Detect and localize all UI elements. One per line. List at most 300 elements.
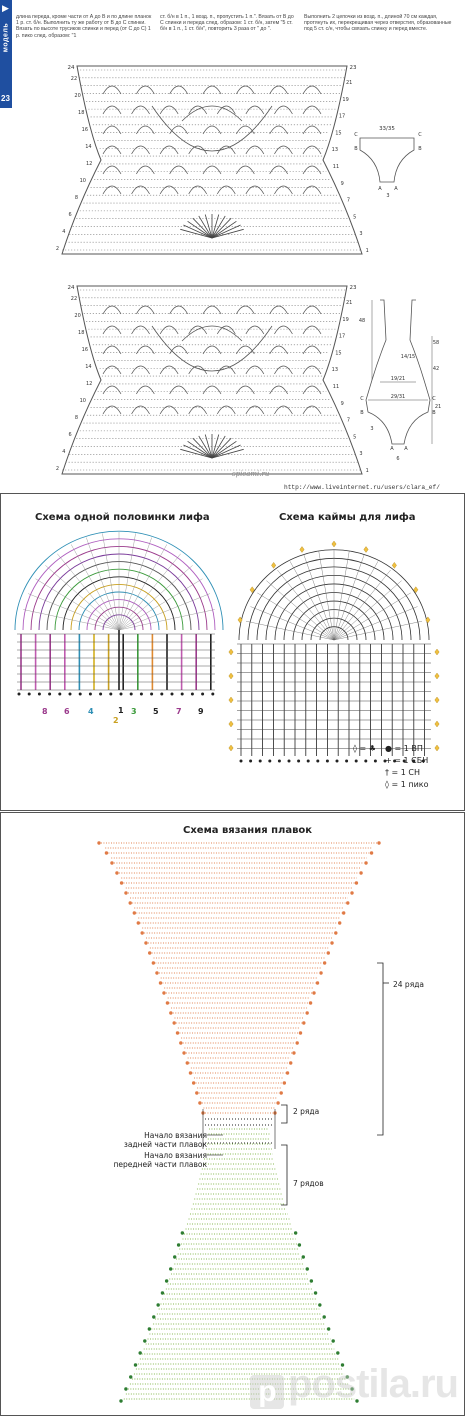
back-edge-dot xyxy=(338,921,341,924)
rows-7-label: 7 рядов xyxy=(293,1179,324,1188)
row-number: 17 xyxy=(338,113,346,120)
postila-watermark xyxy=(250,1362,458,1409)
back-edge-dot xyxy=(302,1021,305,1024)
lace-arch xyxy=(132,366,150,374)
legend-item xyxy=(385,780,429,789)
front-edge-dot xyxy=(165,1279,168,1282)
back-edge-dot xyxy=(359,871,362,874)
chain-dot xyxy=(288,760,291,763)
front-edge-dot xyxy=(143,1339,146,1342)
fan-spoke xyxy=(35,579,119,630)
back-edge-dot xyxy=(189,1071,192,1074)
picot-mark xyxy=(229,697,233,703)
size-label: 33/35 xyxy=(379,126,395,132)
back-edge-dot xyxy=(330,941,333,944)
heart-arch xyxy=(182,106,242,121)
back-edge-dot xyxy=(309,1001,312,1004)
bracket-2-rows xyxy=(281,1105,287,1123)
back-edge-dot xyxy=(346,901,349,904)
lace-charts-svg xyxy=(0,0,465,492)
back-edge-dot xyxy=(327,951,330,954)
chain-dot xyxy=(109,693,112,696)
point-label: C xyxy=(360,396,364,402)
back-edge-dot xyxy=(159,981,162,984)
chain-dot xyxy=(18,693,21,696)
back-edge-dot xyxy=(110,861,113,864)
back-start-label xyxy=(119,1131,207,1149)
point-label: A xyxy=(390,446,394,452)
back-edge-dot xyxy=(299,1031,302,1034)
row-number: 22 xyxy=(70,76,78,82)
back-edge-dot xyxy=(195,1091,198,1094)
briefs-title: Схема вязания плавок xyxy=(183,825,313,836)
chain-dot xyxy=(364,760,367,763)
lace-arch xyxy=(170,306,188,314)
point-label: B xyxy=(418,146,422,152)
lace-chart-top xyxy=(56,65,369,254)
postila-logo-icon: p xyxy=(250,1375,284,1409)
lace-arch xyxy=(270,86,288,94)
lace-arch xyxy=(203,86,221,94)
front-edge-dot xyxy=(310,1279,313,1282)
lace-arch xyxy=(303,326,321,334)
row-number: 3 xyxy=(359,231,363,238)
fan-spoke xyxy=(119,565,193,630)
chain-dot xyxy=(38,693,41,696)
lace-arch xyxy=(132,326,150,334)
edging-spoke xyxy=(266,581,334,640)
dimension-label: 6 xyxy=(396,456,400,462)
chain-dot xyxy=(278,760,281,763)
lace-arch xyxy=(246,366,264,374)
instruction-text-2: ст. б/н в 1 п., 1 возд. п., пропустить 1 п.". Вязать от В до С спинки и переда след. образом: 1 ст. б/н, затем "5 ст. б/н в 1 п., 1 ст. б/н", повторить 3 раза от " до ". xyxy=(160,14,294,33)
front-edge-dot xyxy=(124,1387,127,1390)
lace-arch xyxy=(246,326,264,334)
lace-arch xyxy=(303,166,321,174)
row-number: 13 xyxy=(331,367,339,374)
lace-arch xyxy=(203,306,221,314)
row-number: 12 xyxy=(85,381,93,387)
row-number: 22 xyxy=(70,296,78,302)
edging-spoke xyxy=(334,581,402,640)
chain-dot xyxy=(140,693,143,696)
lace-arch xyxy=(236,386,254,394)
fan-stitch xyxy=(212,441,236,458)
chain-dot xyxy=(345,760,348,763)
lace-arch xyxy=(303,186,321,194)
front-edge-dot xyxy=(181,1231,184,1234)
watermark: spicami.ru xyxy=(232,470,270,478)
back-edge-dot xyxy=(286,1071,289,1074)
lace-arch xyxy=(189,186,207,194)
back-edge-dot xyxy=(152,961,155,964)
lace-arch xyxy=(160,366,178,374)
front-edge-dot xyxy=(323,1315,326,1318)
row-number: 10 xyxy=(79,178,86,184)
column-number-4: 4 xyxy=(88,707,94,716)
fan-stitch xyxy=(188,441,212,458)
back-edge-dot xyxy=(305,1011,308,1014)
lace-arch xyxy=(303,386,321,394)
back-edge-dot xyxy=(155,971,158,974)
lace-arch xyxy=(103,326,121,334)
back-edge-dot xyxy=(283,1081,286,1084)
column-number-2: 2 xyxy=(113,716,119,725)
row-number: 14 xyxy=(85,144,92,150)
chain-dot xyxy=(130,693,133,696)
postila-text: postila.ru xyxy=(287,1362,458,1406)
model-number: 23 xyxy=(1,94,10,103)
back-edge-dot xyxy=(355,881,358,884)
row-number: 20 xyxy=(74,313,81,319)
lace-arch xyxy=(274,106,292,114)
lace-arch xyxy=(303,146,321,154)
back-edge-dot xyxy=(186,1061,189,1064)
row-number: 20 xyxy=(74,93,81,99)
fan-spoke xyxy=(45,565,119,630)
back-edge-dot xyxy=(140,931,143,934)
fan-spoke xyxy=(119,554,181,630)
picot-mark xyxy=(300,546,304,552)
fan-stitch xyxy=(188,221,212,238)
row-number: 16 xyxy=(81,347,89,353)
front-edge-dot xyxy=(161,1291,164,1294)
legend-symbol: ◊ xyxy=(385,780,392,789)
chain-dot xyxy=(326,760,329,763)
picot-mark xyxy=(435,697,439,703)
row-number: 4 xyxy=(62,449,66,455)
row-number: 23 xyxy=(349,65,357,71)
point-label: A xyxy=(394,186,398,192)
lace-arch xyxy=(274,146,292,154)
chain-dot xyxy=(28,693,31,696)
lace-arch xyxy=(103,146,121,154)
front-edge-dot xyxy=(129,1375,132,1378)
dimension-label: 48 xyxy=(358,318,366,324)
point-label: C xyxy=(418,132,422,138)
lace-arch xyxy=(132,146,150,154)
point-label: B xyxy=(360,410,364,416)
back-edge-dot xyxy=(295,1041,298,1044)
back-edge-dot xyxy=(276,1101,279,1104)
back-edge-dot xyxy=(166,1001,169,1004)
back-edge-dot xyxy=(319,971,322,974)
legend-text: = 1 СН xyxy=(391,768,421,777)
row-number: 7 xyxy=(346,197,351,204)
row-number: 1 xyxy=(365,468,369,474)
row-number: 17 xyxy=(338,333,346,340)
back-edge-dot xyxy=(192,1081,195,1084)
chain-dot xyxy=(240,760,243,763)
briefs-panel xyxy=(0,812,465,1416)
back-edge-dot xyxy=(172,1021,175,1024)
chain-dot xyxy=(336,760,339,763)
point-label: B xyxy=(432,410,436,416)
legend-text: = 1 ВП xyxy=(394,744,423,753)
dimension-label: 3 xyxy=(370,426,374,432)
bracket-24-rows xyxy=(377,963,383,1135)
picot-mark xyxy=(229,721,233,727)
swimsuit-pattern-top xyxy=(354,126,422,199)
instruction-text-3: Выполнить 2 цепочки из возд. п., длиной 70 см каждая, протянуть их, перекрещивая через отверстия, образованные под 5 ст. с/н, чтобы связать спинку и перед вместе. xyxy=(304,14,452,33)
picot-mark xyxy=(271,562,275,568)
back-edge-dot xyxy=(198,1101,201,1104)
front-edge-dot xyxy=(156,1303,159,1306)
scan-panel xyxy=(0,0,465,492)
chain-dot xyxy=(249,760,252,763)
front-edge-dot xyxy=(134,1363,137,1366)
point-label: A xyxy=(404,446,408,452)
row-number: 1 xyxy=(365,248,369,254)
lace-arch xyxy=(136,126,154,134)
back-edge-dot xyxy=(312,991,315,994)
front-edge-dot xyxy=(306,1267,309,1270)
front-edge-dot xyxy=(152,1315,155,1318)
row-number: 23 xyxy=(349,285,357,291)
dimension-label: 21 xyxy=(434,404,442,410)
back-edge-dot xyxy=(148,951,151,954)
fan-spoke xyxy=(119,579,203,630)
back-edge-dot xyxy=(120,881,123,884)
fan-stitch xyxy=(212,221,236,238)
row-number: 2 xyxy=(55,466,60,472)
chain-dot xyxy=(79,693,82,696)
row-number: 18 xyxy=(78,110,85,116)
column-number-1: 1 xyxy=(118,706,124,715)
row-number: 16 xyxy=(81,127,89,133)
lace-arch xyxy=(236,86,254,94)
edging-spoke xyxy=(257,593,334,640)
legend-item xyxy=(385,768,420,777)
picot-mark xyxy=(364,546,368,552)
lace-arch xyxy=(303,306,321,314)
chain-dot xyxy=(307,760,310,763)
back-edge-dot xyxy=(169,1011,172,1014)
back-edge-dot xyxy=(144,941,147,944)
picot-mark xyxy=(229,649,233,655)
chain-dot xyxy=(48,693,51,696)
row-number: 14 xyxy=(85,364,92,370)
chain-dot xyxy=(201,693,204,696)
lace-arch xyxy=(274,366,292,374)
row-number: 15 xyxy=(335,130,342,137)
chain-dot xyxy=(120,693,123,696)
row-number: 9 xyxy=(340,400,344,407)
back-edge-dot xyxy=(182,1051,185,1054)
chain-dot xyxy=(89,693,92,696)
lace-arch xyxy=(203,386,221,394)
picot-mark xyxy=(229,745,233,751)
arrow-icon: ▶ xyxy=(2,3,9,13)
legend-symbol: + xyxy=(385,756,395,765)
lace-arch xyxy=(136,86,154,94)
back-edge-dot xyxy=(137,921,140,924)
lace-arch xyxy=(160,326,178,334)
back-edge-dot xyxy=(97,841,100,844)
picot-mark xyxy=(435,745,439,751)
chain-dot xyxy=(99,693,102,696)
column-number-5: 5 xyxy=(153,707,159,716)
chain-dot xyxy=(160,693,163,696)
front-edge-dot xyxy=(332,1339,335,1342)
front-edge-dot xyxy=(318,1303,321,1306)
front-edge-dot xyxy=(173,1255,176,1258)
back-edge-dot xyxy=(370,851,373,854)
row-number: 11 xyxy=(332,164,340,170)
point-label: B xyxy=(354,146,358,152)
picot-mark xyxy=(435,673,439,679)
lace-arch xyxy=(136,346,154,354)
front-edge-dot xyxy=(169,1267,172,1270)
chain-dot xyxy=(374,760,377,763)
chain-dot xyxy=(297,760,300,763)
column-number-3: 3 xyxy=(131,707,137,716)
back-edge-dot xyxy=(350,891,353,894)
row-brackets xyxy=(207,963,389,1205)
point-label: C xyxy=(354,132,358,138)
lace-arch xyxy=(246,146,264,154)
chain-dot xyxy=(150,693,153,696)
column-number-7: 7 xyxy=(176,707,182,716)
lace-arch xyxy=(170,386,188,394)
row-number: 10 xyxy=(79,398,86,404)
chain-dot xyxy=(259,760,262,763)
chain-dot xyxy=(58,693,61,696)
column-number-9: 9 xyxy=(198,707,204,716)
legend-text: = 1 СБН xyxy=(394,756,429,765)
legend-symbol: ● xyxy=(385,744,395,753)
chain-dot xyxy=(211,693,214,696)
picot-mark xyxy=(392,562,396,568)
back-edge-dot xyxy=(280,1091,283,1094)
back-start-line-2: задней части плавок xyxy=(123,1140,207,1149)
chain-dot xyxy=(268,760,271,763)
lace-arch xyxy=(189,406,207,414)
lace-arch xyxy=(103,306,121,314)
heart-arch xyxy=(182,326,242,341)
instruction-text-1: длина переда, кроме части от А до В и по длине планок 1 р. ст. б/н. Выполнить ту же работу от В до С спинки. Вязать по высоте трусиков спинки и перед (от С до С) 1 р. пико след. образом: "1 xyxy=(16,14,152,39)
row-number: 12 xyxy=(85,161,93,167)
dimension-label: 3 xyxy=(386,193,390,199)
point-label: A xyxy=(378,186,382,192)
swimsuit-outline xyxy=(366,300,430,444)
row-number: 9 xyxy=(340,180,344,187)
front-edge-dot xyxy=(138,1351,141,1354)
lace-arch xyxy=(132,186,150,194)
picot-mark xyxy=(435,649,439,655)
back-edge-dot xyxy=(316,981,319,984)
size-label: 19/21 xyxy=(390,376,406,382)
pineapple-outline xyxy=(152,326,272,371)
briefs-chart-svg xyxy=(1,813,465,1417)
swimsuit-pattern-bottom xyxy=(359,300,441,462)
back-edge-dot xyxy=(176,1031,179,1034)
lace-arch xyxy=(236,306,254,314)
back-edge-dot xyxy=(162,991,165,994)
bodice-half-chart xyxy=(15,531,223,695)
lace-arch xyxy=(303,86,321,94)
back-edge-dot xyxy=(133,911,136,914)
lace-arch xyxy=(236,166,254,174)
lace-arch xyxy=(103,386,121,394)
row-number: 5 xyxy=(353,434,357,441)
row-number: 8 xyxy=(74,415,79,421)
briefs-outline xyxy=(360,138,414,182)
lace-arch xyxy=(303,406,321,414)
front-edge-dot xyxy=(336,1351,339,1354)
lace-arch xyxy=(303,366,321,374)
row-number: 19 xyxy=(342,316,349,323)
legend-item xyxy=(385,744,423,753)
front-start-label xyxy=(113,1151,207,1169)
rows-24-label: 24 ряда xyxy=(393,980,424,989)
lace-arch xyxy=(170,86,188,94)
column-number-8: 8 xyxy=(42,707,48,716)
row-number: 6 xyxy=(68,432,72,438)
dimension-label: 58 xyxy=(432,340,440,346)
chain-dot xyxy=(191,693,194,696)
size-label: 29/31 xyxy=(390,394,406,400)
lace-arch xyxy=(270,166,288,174)
lace-arch xyxy=(103,86,121,94)
picot-mark xyxy=(229,673,233,679)
lace-arch xyxy=(170,166,188,174)
lace-arch xyxy=(136,166,154,174)
lace-chart-bottom xyxy=(56,285,369,474)
row-number: 24 xyxy=(67,65,75,71)
front-start-line-1: Начало вязания xyxy=(144,1151,207,1160)
back-edge-dot xyxy=(115,871,118,874)
row-number: 5 xyxy=(353,214,357,221)
row-number: 21 xyxy=(345,300,353,306)
chain-dot xyxy=(171,693,174,696)
lace-arch xyxy=(170,346,188,354)
front-edge-dot xyxy=(298,1243,301,1246)
front-edge-dot xyxy=(148,1327,151,1330)
front-edge-dot xyxy=(302,1255,305,1258)
chain-dot xyxy=(181,693,184,696)
row-number: 11 xyxy=(332,384,340,390)
lace-arch xyxy=(170,126,188,134)
size-label: 14/15 xyxy=(400,354,416,360)
back-edge-dot xyxy=(129,901,132,904)
front-edge-dot xyxy=(327,1327,330,1330)
back-edge-dot xyxy=(105,851,108,854)
front-edge-dot xyxy=(119,1399,122,1402)
column-number-6: 6 xyxy=(64,707,70,716)
row-number: 19 xyxy=(342,96,349,103)
sidebar-label: модель xyxy=(2,22,10,53)
dimension-label: 42 xyxy=(432,366,440,372)
row-number: 7 xyxy=(346,417,351,424)
lace-arch xyxy=(246,106,264,114)
lace-arch xyxy=(160,146,178,154)
legend-item xyxy=(385,756,428,765)
bodice-half-title: Схема одной половинки лифа xyxy=(35,512,210,523)
legend-text: = 1 пико xyxy=(391,780,429,789)
rows-2-label: 2 ряда xyxy=(293,1107,320,1116)
lace-arch xyxy=(270,386,288,394)
row-number: 24 xyxy=(67,285,75,291)
front-start-line-2: передней части плавок xyxy=(113,1160,207,1169)
fan-spoke xyxy=(57,554,119,630)
lace-arch xyxy=(303,106,321,114)
lace-arch xyxy=(103,166,121,174)
briefs-chart xyxy=(97,841,380,1402)
lace-arch xyxy=(132,106,150,114)
lace-arch xyxy=(136,306,154,314)
legend-equivalence: ◊ = ♣ xyxy=(353,744,376,753)
